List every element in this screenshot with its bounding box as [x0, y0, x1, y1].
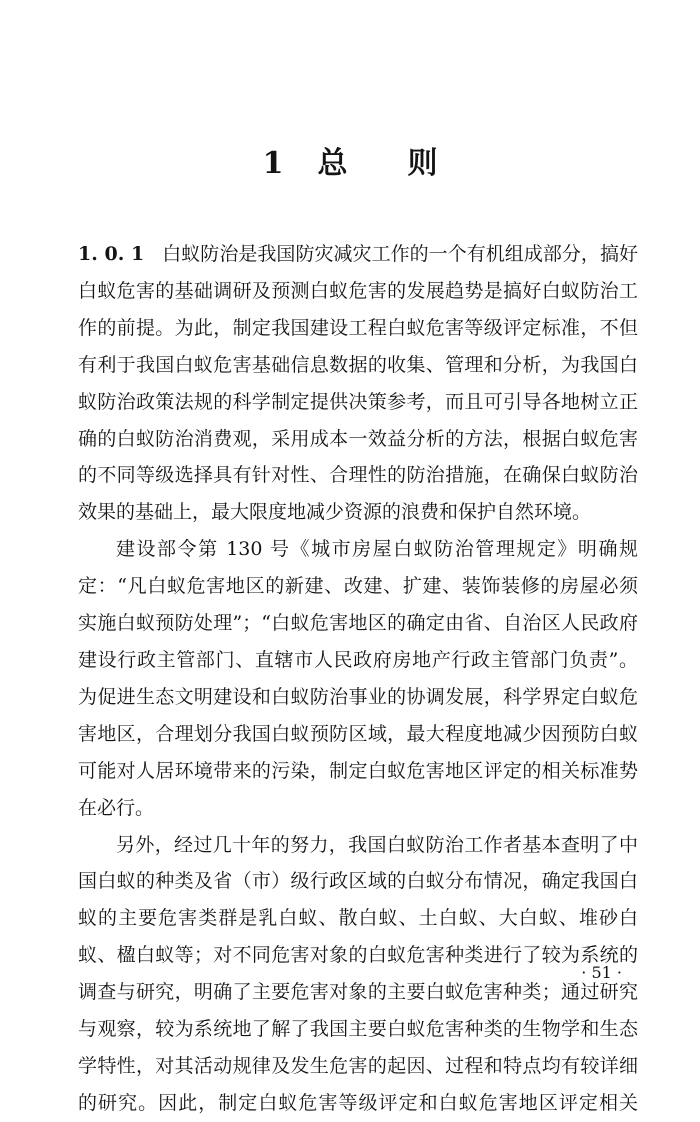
paragraph-1-text: 白蚁防治是我国防灾减灾工作的一个有机组成部分，搞好白蚁危害的基础调研及预测白蚁危害的发展趋势是搞好白蚁防治工作的前提。为此，制定我国建设工程白蚁危害等级评定标准，不但有利于我国白蚁危害基础信息数据的收集、管理和分析，为我国白蚁防治政策法规的科学制定提供决策参考，而且可引导各地树立正确的白蚁防治消费观，采用成本一效益分析的方法，根据白蚁危害的不同等级选择具有针对性、合理性的防治措施，在确保白蚁防治效果的基础上，最大限度地减少资源的浪费和保护自然环境。: [78, 243, 638, 524]
clause-body: [78, 236, 638, 1122]
page-number: · 51 ·: [581, 963, 622, 982]
chapter-number: 1: [262, 146, 284, 181]
clause-paragraph-2: 建设部令第 130 号《城市房屋白蚁防治管理规定》明确规定：“凡白蚁危害地区的新建、改建、扩建、装饰装修的房屋必须实施白蚁预防处理”；“白蚁危害地区的确定由省、自治区人民政府建设行政主管部门、直辖市人民政府房地产行政主管部门负责”。为促进生态文明建设和白蚁防治事业的协调发展，科学界定白蚁危害地区，合理划分我国白蚁预防区域，最大程度地减少因预防白蚁可能对人居环境带来的污染，制定白蚁危害地区评定的相关标准势在必行。: [78, 538, 638, 819]
clause-paragraph-3: 另外，经过几十年的努力，我国白蚁防治工作者基本查明了中国白蚁的种类及省（市）级行政区域的白蚁分布情况，确定我国白蚁的主要危害类群是乳白蚁、散白蚁、土白蚁、大白蚁、堆砂白蚁、楹白蚁等；对不同危害对象的白蚁危害种类进行了较为系统的调查与研究，明确了主要危害对象的主要白蚁危害种类；通过研究与观察，较为系统地了解了我国主要白蚁危害种类的生物学和生态学特性，对其活动规律及发生危害的起因、过程和特点均有较详细的研究。因此，制定白蚁危害等级评定和白蚁危害地区评定相关: [78, 833, 638, 1114]
chapter-title-char-2: 则: [407, 146, 438, 181]
chapter-title-char-1: 总: [317, 146, 348, 181]
clause-number: 1. 0. 1: [78, 243, 145, 265]
chapter-heading: [0, 146, 700, 182]
clause-paragraph-1: [78, 236, 638, 531]
